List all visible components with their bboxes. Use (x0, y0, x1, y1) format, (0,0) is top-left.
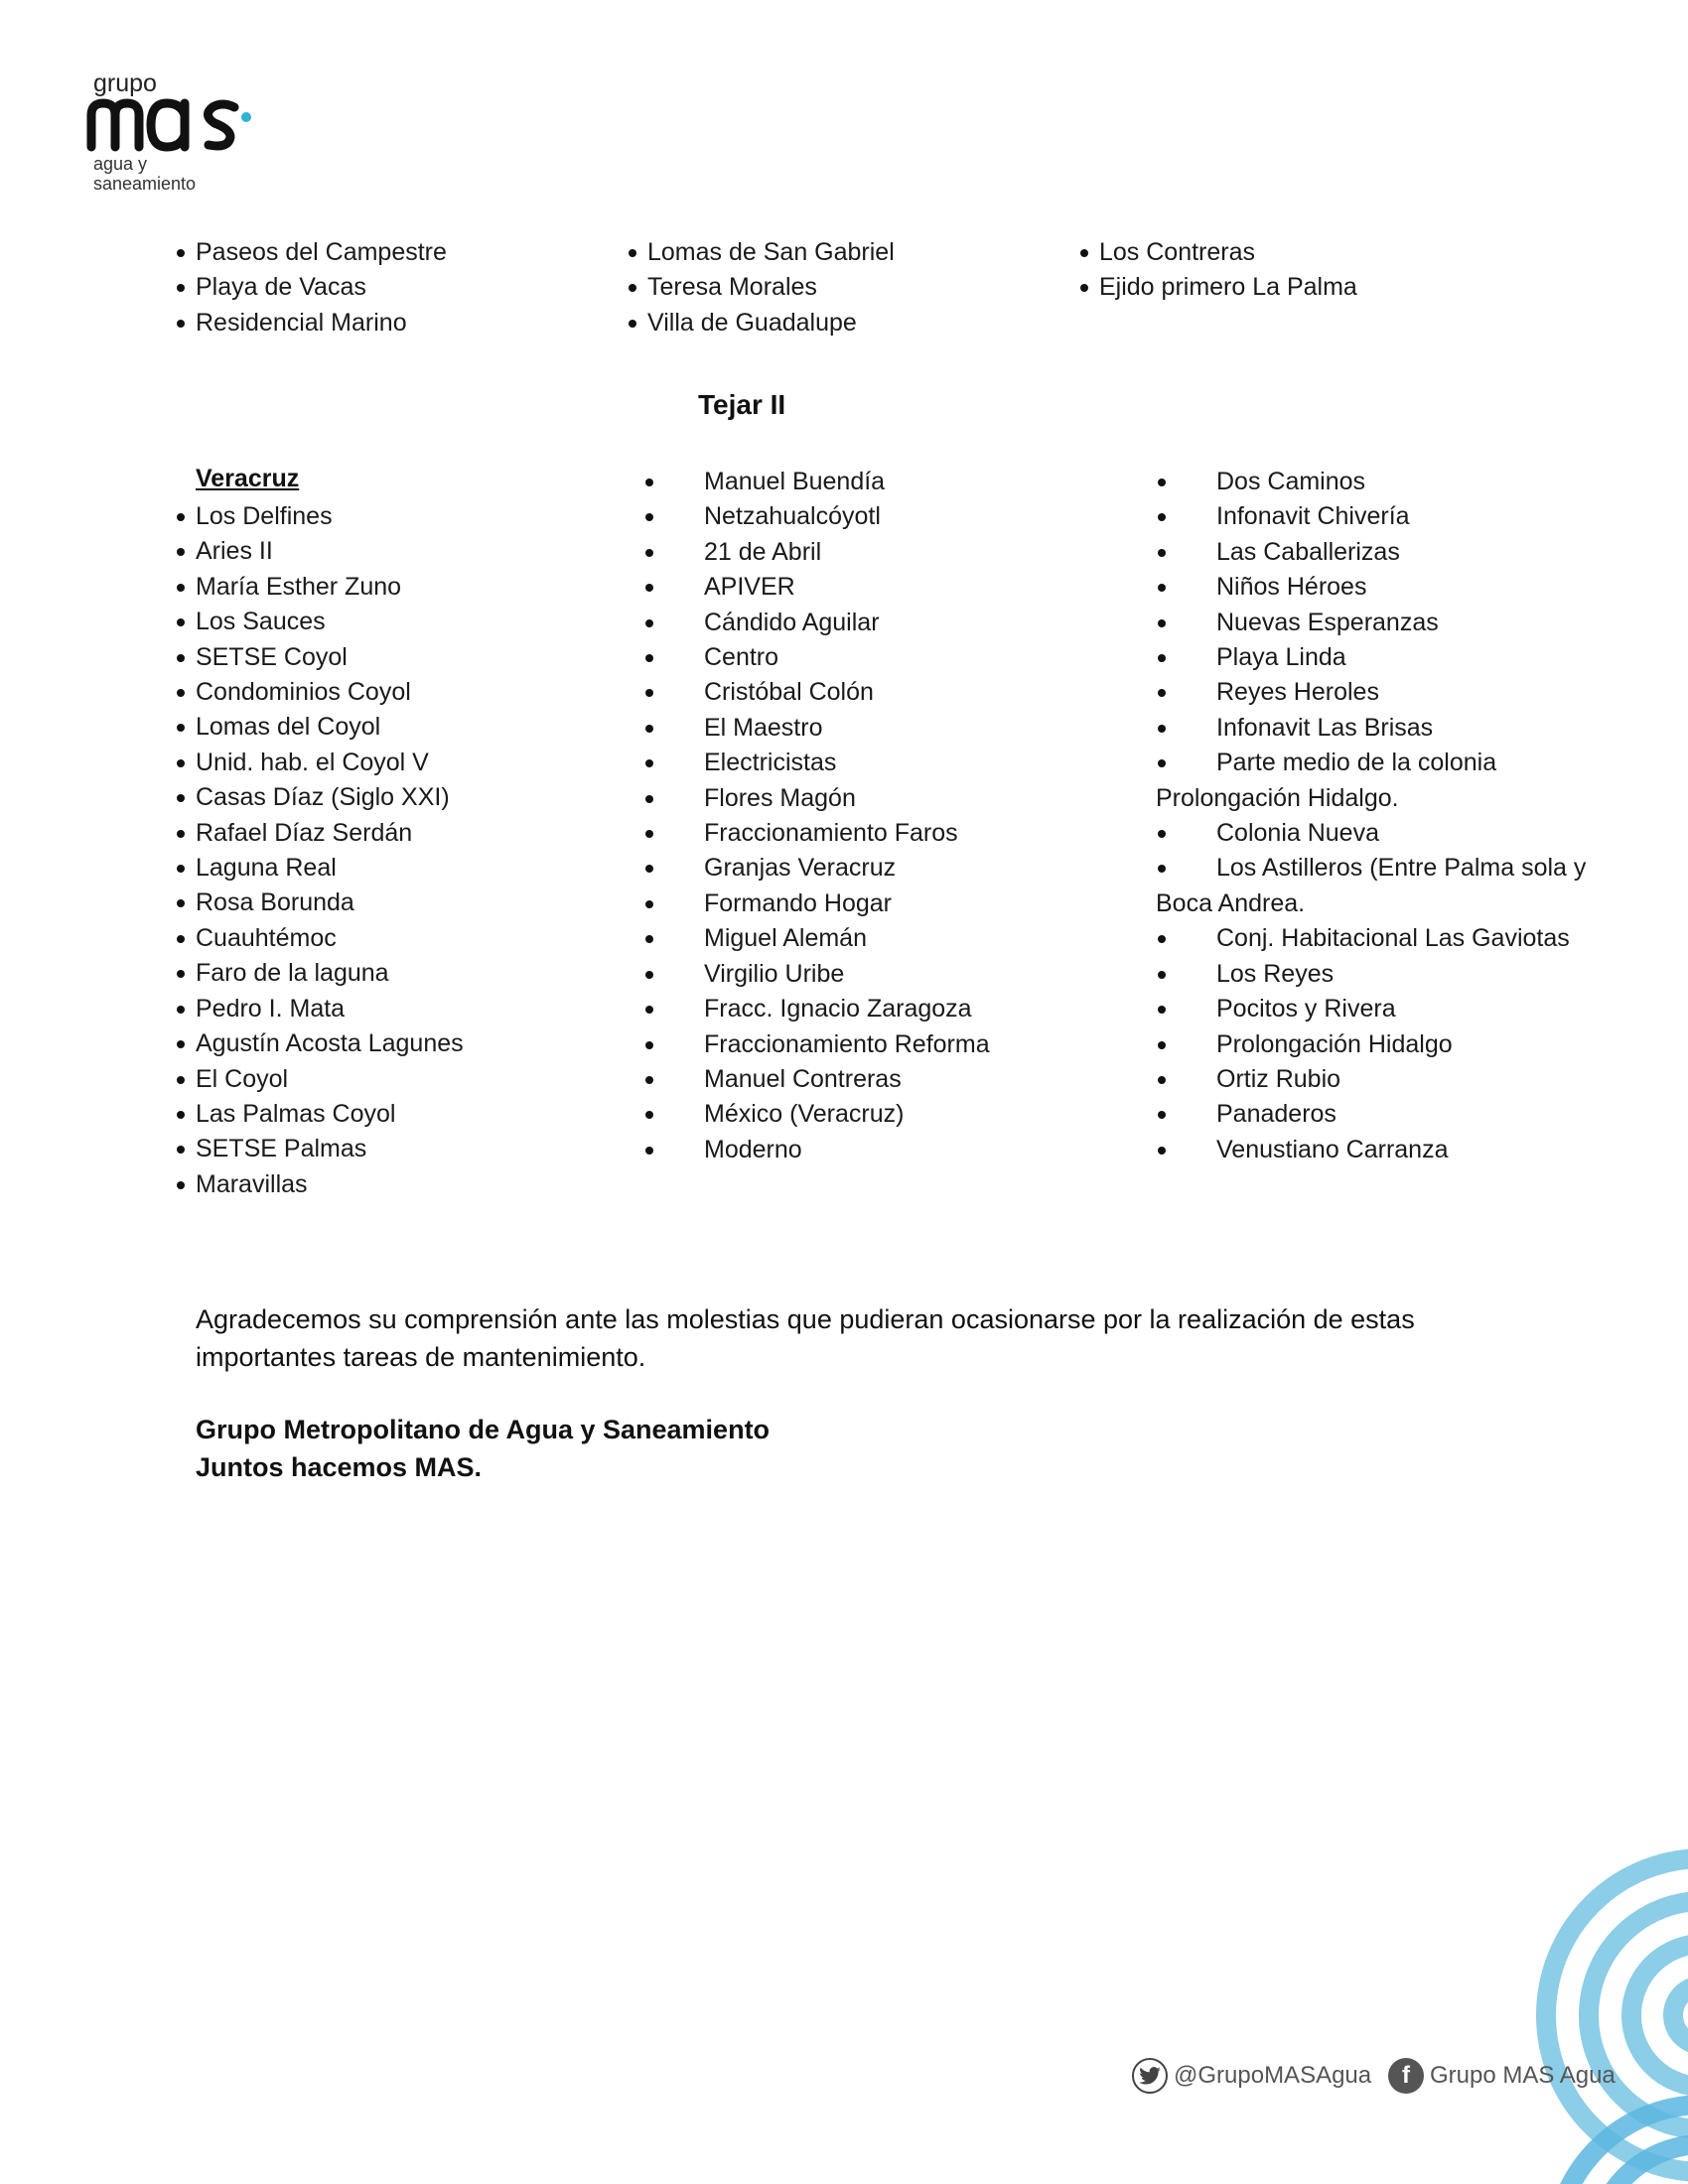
top-list-col2 (628, 235, 895, 341)
list-item: Los Astilleros (Entre Palma sola y (1156, 851, 1593, 886)
list-item: Faro de la laguna (176, 956, 464, 991)
list-item: SETSE Palmas (176, 1132, 464, 1166)
twitter-link[interactable] (1132, 2058, 1371, 2094)
list-item: Pocitos y Rivera (1156, 992, 1593, 1026)
list-item: Parte medio de la colonia (1156, 746, 1593, 780)
list-item: Formando Hogar (643, 887, 990, 921)
top-list-col3 (1079, 235, 1357, 306)
closing-message: Agradecemos su comprensión ante las molestias que pudieran ocasionarse por la realización de estas importantes tareas de mantenimiento. (196, 1304, 1415, 1372)
list-item: Las Caballerizas (1156, 535, 1593, 570)
list-item: El Maestro (643, 711, 990, 746)
list-item: María Esther Zuno (176, 570, 464, 605)
logo-top-word: grupo (93, 69, 157, 97)
signature-block (196, 1411, 770, 1486)
list-item: Ortiz Rubio (1156, 1062, 1593, 1097)
list-item: SETSE Coyol (176, 640, 464, 675)
facebook-f-icon: f (1388, 2058, 1424, 2094)
tejar-list-col1 (176, 499, 464, 1202)
list-item: México (Veracruz) (643, 1097, 990, 1132)
list-item: Fraccionamiento Faros (643, 816, 990, 851)
logo-subtitle-line2: saneamiento (93, 174, 197, 194)
list-item: Cuauhtémoc (176, 921, 464, 956)
list-item: Flores Magón (643, 781, 990, 816)
list-item: El Coyol (176, 1062, 464, 1097)
list-item: Los Sauces (176, 605, 464, 639)
list-item: Conj. Habitacional Las Gaviotas (1156, 921, 1593, 956)
list-item: Fracc. Ignacio Zaragoza (643, 992, 990, 1026)
twitter-bird-icon (1132, 2058, 1168, 2094)
list-item: Lomas de San Gabriel (628, 235, 895, 270)
list-item: Virgilio Uribe (643, 957, 990, 992)
list-item: Pedro I. Mata (176, 992, 464, 1026)
list-item-continuation: Prolongación Hidalgo. (1156, 783, 1399, 812)
facebook-link[interactable] (1388, 2058, 1616, 2094)
list-item: Los Reyes (1156, 957, 1593, 992)
list-item: Reyes Heroles (1156, 675, 1593, 710)
logo-subtitle-line1: agua y (93, 154, 148, 174)
list-item: Teresa Morales (628, 270, 895, 305)
list-item: Casas Díaz (Siglo XXI) (176, 780, 464, 815)
list-item: Nuevas Esperanzas (1156, 606, 1593, 640)
list-item: Los Contreras (1079, 235, 1357, 270)
list-item: Unid. hab. el Coyol V (176, 746, 464, 780)
list-item: Laguna Real (176, 851, 464, 886)
list-item: Colonia Nueva (1156, 816, 1593, 851)
list-item: Manuel Contreras (643, 1062, 990, 1097)
list-item: Paseos del Campestre (176, 235, 447, 270)
list-item: Electricistas (643, 746, 990, 780)
list-item: Las Palmas Coyol (176, 1097, 464, 1132)
logo-mas-wordmark (85, 85, 264, 155)
list-item: Infonavit Chivería (1156, 499, 1593, 534)
list-item: Panaderos (1156, 1097, 1593, 1132)
list-item: Venustiano Carranza (1156, 1133, 1593, 1167)
list-item: Residencial Marino (176, 306, 447, 341)
list-item: Cándido Aguilar (643, 606, 990, 640)
list-item: Playa de Vacas (176, 270, 447, 305)
list-item: Centro (643, 640, 990, 675)
tejar-list-col2 (643, 465, 990, 1167)
list-item: Niños Héroes (1156, 570, 1593, 605)
list-item: Lomas del Coyol (176, 710, 464, 745)
list-item: 21 de Abril (643, 535, 990, 570)
top-list-col1 (176, 235, 447, 341)
list-item: Villa de Guadalupe (628, 306, 895, 341)
list-item: Fraccionamiento Reforma (643, 1027, 990, 1062)
list-item: Rafael Díaz Serdán (176, 816, 464, 851)
list-item: Moderno (643, 1133, 990, 1167)
list-item: Infonavit Las Brisas (1156, 711, 1593, 746)
slogan: Juntos hacemos MAS. (196, 1452, 483, 1482)
list-item: Prolongación Hidalgo (1156, 1027, 1593, 1062)
list-item: Rosa Borunda (176, 886, 464, 920)
list-item: Agustín Acosta Lagunes (176, 1026, 464, 1061)
list-item: Condominios Coyol (176, 675, 464, 710)
list-item-continuation: Boca Andrea. (1156, 888, 1306, 917)
list-item: Granjas Veracruz (643, 851, 990, 886)
list-item: Ejido primero La Palma (1079, 270, 1357, 305)
twitter-handle: @GrupoMASAgua (1174, 2062, 1372, 2089)
list-item: Dos Caminos (1156, 465, 1593, 499)
list-item: Manuel Buendía (643, 465, 990, 499)
decorative-rings (1489, 1837, 1688, 2184)
veracruz-heading: Veracruz (196, 465, 300, 492)
list-item: Playa Linda (1156, 640, 1593, 675)
signature-name: Grupo Metropolitano de Agua y Saneamiento (196, 1415, 771, 1444)
list-item: Maravillas (176, 1167, 464, 1202)
list-item: Los Delfines (176, 499, 464, 534)
list-item: Netzahualcóyotl (643, 499, 990, 534)
section-title: Tejar II (698, 389, 786, 420)
facebook-page-name: Grupo MAS Agua (1430, 2062, 1616, 2089)
tejar-list-col3 (1156, 465, 1593, 1167)
list-item: Miguel Alemán (643, 921, 990, 956)
list-item: Cristóbal Colón (643, 675, 990, 710)
company-logo (85, 64, 284, 203)
list-item: APIVER (643, 570, 990, 605)
list-item: Aries II (176, 534, 464, 569)
